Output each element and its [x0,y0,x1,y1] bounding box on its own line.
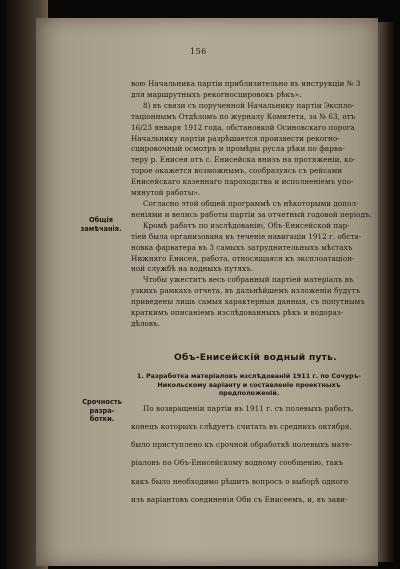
margin-note-urgency [76,398,128,424]
subsection-heading: 1. Разработка матерiаловъ изслѣдованiй 1911 г. по Сочуръ-Никольскому варiанту и составленiе проектныхъ предположенiй. [136,372,362,398]
body-line: рiаловъ по Объ-Енисейскому водному сообщенiю, такъ [131,458,344,468]
section-heading: Объ-Енисейскiй водный путь. [174,352,337,363]
body-line: Чтобы ужеститъ весь собранный партiей матерiалъ въ [143,275,354,285]
body-line: изъ варiантовъ соединенiя Оби съ Енисеемъ, и, въ зави- [131,494,348,504]
body-line: узкихъ рамкахъ отчета, въ дальнѣйшемъ изложенiи будутъ [131,286,361,296]
body-line: новка фарватера въ 3 самыхъ затруднительныхъ мѣстахъ [131,242,353,252]
body-line: 8) въ связи съ порученной Начальнику партiи Экспло- [143,100,355,110]
body-line: Начальнику партiи разрѣшается произвести рекогно- [131,133,340,143]
body-line: ной службѣ на водныхъ путяхъ. [131,264,254,274]
body-line: было приступлено къ срочной обработкѣ полевыхъ мате- [131,440,352,450]
body-line: тiей была организована въ теченiе навигацiи 1912 г. обста- [131,231,362,241]
body-line: Согласно этой общей программѣ съ нѣкоторыми допол- [143,198,359,208]
page-edge-shadow [378,22,394,562]
body-line: Нижняго Енисея, работа, относящаяся къ эксплоатацiон- [131,253,355,263]
body-line: приведены лишь самыя характерныя данныя, съ попутнымъ [131,297,365,307]
body-line: 16/23 января 1912 года, обстановкой Осиновскаго порога [131,122,355,132]
body-line: ненiями и велись работы партiи за отчетный годовой перiодъ. [131,209,372,219]
body-text-block-2 [131,397,367,513]
margin-note-line: Срочность [82,398,122,406]
body-line: Енисейскаго казеннаго пароходства и исполненiемъ упо- [131,177,354,187]
margin-note-line: ботки. [89,415,115,423]
body-line: какъ было необходимо рѣшить вопросъ о выборѣ одного [131,476,349,486]
body-line: мянутой работы». [131,188,201,198]
body-line: теру р. Енисея отъ с. Енисейска внизъ на протяженiи, ко- [131,155,356,165]
margin-note-line: Общiя [89,216,113,224]
body-line: тацiоннымъ Отдѣломъ по журналу Комитета, за № 63, отъ [131,111,356,121]
body-line: конецъ которыхъ слѣдуетъ считать въ среднихъ октября, [131,422,352,432]
margin-note-line: разра- [89,406,115,415]
body-line: для маршрутныхъ рекогносцировокъ рѣкъ». [131,89,302,99]
margin-note-line: замѣчанiя. [80,224,122,233]
body-line: вою Начальника партiи приблизительно въ инструкцiи № 3 [131,79,361,88]
body-line: краткимъ описанiемъ изслѣдованныхъ рѣкъ и водораз- [131,308,344,318]
margin-note-general-remarks [75,216,127,233]
body-line: торое окажется возможнымъ, сообразуясь съ рейсами [131,166,343,176]
page-number: 156 [190,47,207,56]
body-text-block [131,79,372,330]
body-line: дѣловъ. [131,318,160,328]
body-line: сцировочный осмотръ и промѣры русла рѣки по фарва- [131,144,345,154]
body-line: По возвращенiи партiи въ 1911 г. съ полевыхъ работъ, [143,404,354,414]
body-line: Кромѣ работъ по изслѣдованiю, Объ-Енисейской пар- [143,220,350,230]
